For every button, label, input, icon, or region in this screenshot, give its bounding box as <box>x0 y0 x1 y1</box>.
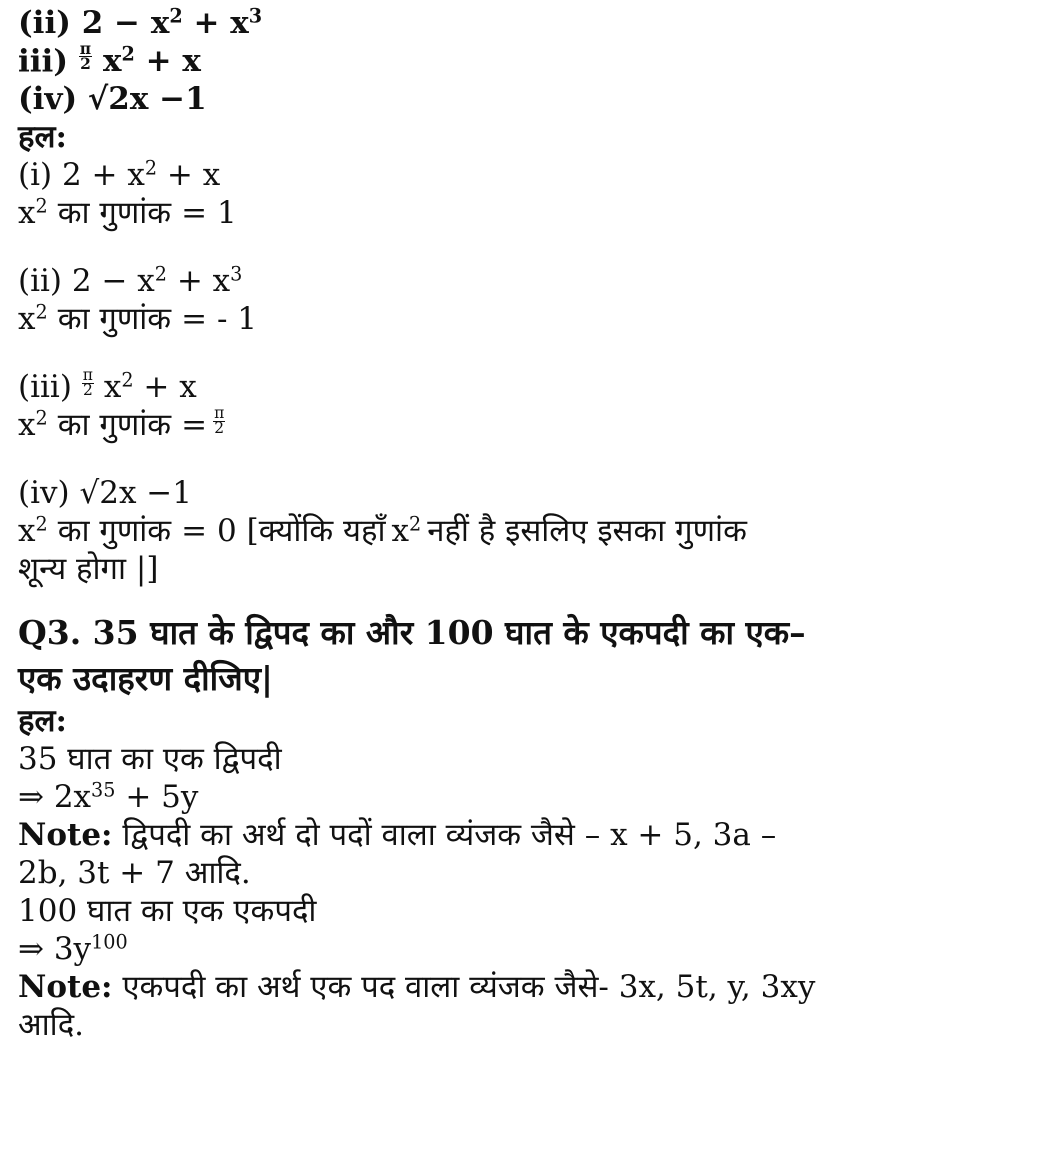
binomial-degree-35-text: 35 घात का एक द्विपदी <box>18 741 282 777</box>
solution-part-i <box>18 156 1058 194</box>
note-binomial: Note: द्विपदी का अर्थ दो पदों वाला व्यंजक जैसे – x + 5, 3a – <box>18 817 777 853</box>
solution-heading: हल: <box>18 119 67 155</box>
question-3-line-2: एक उदाहरण दीजिए| <box>18 659 273 698</box>
question-part-ii <box>18 4 1058 42</box>
solution-part-iv <box>18 474 1058 512</box>
expression: $2 - x^2 + x^3$ <box>81 4 263 41</box>
document-page <box>18 4 1058 1044</box>
monomial-degree-100-text: 100 घात का एक एकपदी <box>18 893 317 929</box>
coefficient-line-iv-continued: शून्य होगा |] <box>18 551 159 587</box>
note-label: Note: <box>18 969 113 1005</box>
question-3-line-1: Q3. 35 घात के द्विपद का और 100 घात के एकपदी का एक– <box>18 613 806 652</box>
expression: √2x −1 <box>79 475 192 511</box>
expression: $x^2 + x$ <box>103 368 197 405</box>
coefficient-line-iv: $x^2$ का गुणांक = 0 [क्योंकि यहाँ $x^2$ नहीं है इसलिए इसका गुणांक <box>18 512 747 549</box>
coefficient-line-ii: $x^2$ का गुणांक = - 1 <box>18 300 257 337</box>
expression: $2 - x^2 + x^3$ <box>71 262 243 299</box>
expression: $2 + x^2 + x$ <box>61 156 221 193</box>
pi-over-two-fraction: $\frac{\pi}{2}$ <box>214 403 225 437</box>
solution-part-ii <box>18 262 1058 300</box>
note-monomial-continued: आदि. <box>18 1007 85 1043</box>
part-label: iii) <box>18 43 68 80</box>
part-label: (ii) <box>18 263 63 299</box>
expression: $x^2 + x$ <box>102 42 201 80</box>
solution-part-iii <box>18 365 1058 406</box>
coefficient-line-iii: $x^2$ का गुणांक = $\frac{\pi}{2}$ <box>18 403 225 443</box>
part-label: (ii) <box>18 5 71 41</box>
coefficient-line-i: $x^2$ का गुणांक = 1 <box>18 194 237 231</box>
question-part-iii <box>18 39 1058 80</box>
question-part-iv <box>18 80 1058 118</box>
note-binomial-continued: 2b, 3t + 7 आदि. <box>18 855 251 891</box>
pi-over-two-fraction: $\frac{\pi}{2}$ <box>82 365 93 399</box>
note-label: Note: <box>18 817 113 853</box>
binomial-example: ⇒ $2x^{35} + 5y$ <box>18 778 199 815</box>
pi-over-two-fraction: $\frac{\pi}{2}$ <box>79 39 92 73</box>
part-label: (i) <box>18 157 53 193</box>
expression: √2x −1 <box>87 81 207 117</box>
note-monomial: Note: एकपदी का अर्थ एक पद वाला व्यंजक जैसे- 3x, 5t, y, 3xy <box>18 969 816 1005</box>
solution-heading: हल: <box>18 703 67 739</box>
monomial-example: ⇒ $3y^{100}$ <box>18 930 128 967</box>
part-label: (iv) <box>18 475 70 511</box>
part-label: (iv) <box>18 81 78 117</box>
part-label: (iii) <box>18 369 72 405</box>
